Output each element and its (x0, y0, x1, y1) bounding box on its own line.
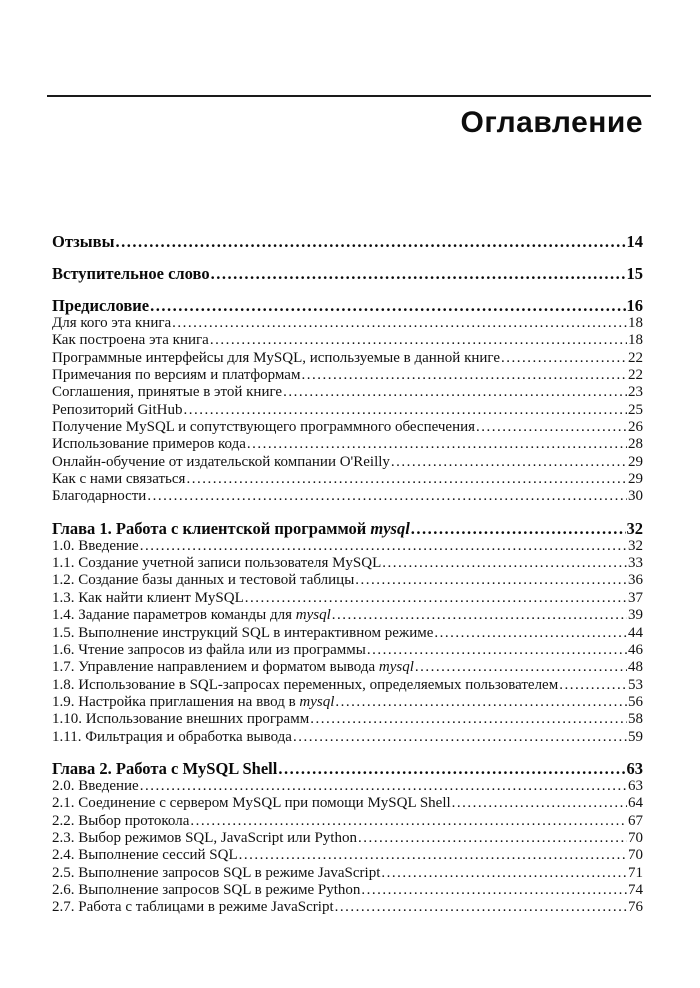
toc-entry-label: Использование примеров кода (52, 436, 246, 453)
toc-page-number: 70 (628, 847, 643, 864)
toc-page-number: 63 (628, 777, 643, 794)
toc-entry-label: Вступительное слово (52, 264, 210, 283)
toc-page-number: 25 (628, 401, 643, 418)
toc-item-row (52, 555, 643, 572)
toc-page-number: 59 (628, 728, 643, 745)
toc-page-number: 18 (628, 315, 643, 331)
toc-page-number: 64 (628, 795, 643, 812)
toc-page-number: 29 (628, 471, 643, 488)
toc-page-number: 37 (628, 589, 643, 606)
toc-entry-label: Для кого эта книга (52, 315, 172, 331)
toc-item-row (52, 538, 643, 555)
toc-entry-label: Предисловие (52, 296, 150, 315)
toc-entry-label: 2.2. Выбор протокола (52, 812, 190, 829)
toc-dot-leader (355, 572, 627, 589)
toc-item-row (52, 572, 643, 589)
toc-dot-leader (411, 519, 626, 538)
toc-item-row (52, 454, 643, 471)
toc-header-row (52, 759, 643, 778)
toc-page-number: 29 (628, 453, 643, 470)
toc-item-row (52, 590, 643, 607)
toc-entry-label: Как построена эта книга (52, 332, 209, 349)
toc-page-number: 56 (628, 693, 643, 710)
toc-page-number: 48 (628, 659, 643, 676)
toc-entry-label: 1.2. Создание базы данных и тестовой таблицы (52, 572, 355, 589)
toc-entry-label: 1.7. Управление направлением и форматом вывода mysql (52, 659, 414, 676)
toc-dot-leader (434, 625, 627, 642)
toc-item-row (52, 332, 643, 349)
toc-entry-label: 1.6. Чтение запросов из файла или из программы (52, 641, 366, 658)
toc-dot-leader (140, 778, 627, 795)
page-title: Оглавление (460, 106, 643, 139)
toc-page-number: 53 (628, 676, 643, 693)
toc-entry-label: Благодарности (52, 488, 147, 505)
toc-item-row (52, 488, 643, 505)
toc-page-number: 46 (628, 641, 643, 658)
toc-item-row (52, 659, 643, 676)
toc-dot-leader (382, 555, 627, 572)
toc-entry-label: Как с нами связаться (52, 471, 186, 488)
toc-entry-label: Соглашения, принятые в этой книге (52, 384, 283, 401)
toc-entry-label: Репозиторий GitHub (52, 401, 183, 418)
toc-dot-leader (452, 795, 627, 812)
toc-item-row (52, 847, 643, 864)
toc-page-number: 39 (628, 607, 643, 624)
toc-entry-label: 1.8. Использование в SQL-запросах переменных, определяемых пользователем (52, 676, 559, 693)
toc-dot-leader (211, 264, 626, 283)
toc-dot-leader (332, 607, 627, 624)
toc-dot-leader (150, 296, 625, 315)
toc-dot-leader (210, 332, 627, 349)
toc-entry-label: 1.4. Задание параметров команды для mysql (52, 607, 331, 624)
toc-item-row (52, 729, 643, 746)
toc-item-row (52, 795, 643, 812)
toc-page-number: 63 (626, 758, 643, 778)
toc-page-number: 26 (628, 419, 643, 436)
toc-page-number: 74 (628, 881, 643, 898)
toc-page-number: 22 (628, 367, 643, 384)
toc-list (52, 232, 643, 917)
toc-page-number: 67 (628, 812, 643, 829)
toc-dot-leader (415, 659, 627, 676)
toc-dot-leader (361, 882, 627, 899)
toc-item-row (52, 367, 643, 384)
toc-dot-leader (335, 694, 627, 711)
toc-item-row (52, 384, 643, 401)
toc-page-number: 22 (628, 349, 643, 366)
toc-dot-leader (358, 830, 627, 847)
toc-item-row (52, 642, 643, 659)
toc-entry-label: 1.3. Как найти клиент MySQL (52, 589, 244, 606)
toc-entry-label: 2.3. Выбор режимов SQL, JavaScript или Python (52, 829, 357, 846)
toc-dot-leader (278, 759, 625, 778)
toc-entry-label: 1.10. Использование внешних программ (52, 711, 310, 728)
toc-page-number: 70 (628, 829, 643, 846)
toc-entry-label: 1.9. Настройка приглашения на ввод в mysql (52, 693, 335, 710)
toc-entry-label: 2.6. Выполнение запросов SQL в режиме Python (52, 881, 361, 898)
toc-item-row (52, 350, 643, 367)
toc-dot-leader (381, 865, 627, 882)
toc-item-row (52, 402, 643, 419)
toc-entry-label: 1.1. Создание учетной записи пользователя MySQL (52, 555, 382, 572)
toc-item-row (52, 471, 643, 488)
toc-dot-leader (140, 538, 627, 555)
toc-entry-label: Программные интерфейсы для MySQL, используемые в данной книге (52, 349, 501, 366)
toc-entry-label: 1.5. Выполнение инструкций SQL в интерактивном режиме (52, 624, 434, 641)
toc-page-number: 28 (628, 436, 643, 453)
toc-dot-leader (283, 384, 627, 401)
toc-dot-leader (147, 488, 627, 505)
toc-page-number: 58 (628, 711, 643, 728)
toc-page-number: 30 (628, 488, 643, 505)
toc-item-row (52, 694, 643, 711)
toc-page-number: 15 (626, 264, 643, 283)
toc-entry-label: Получение MySQL и сопутствующего программного обеспечения (52, 419, 476, 436)
toc-entry-label: Глава 2. Работа с MySQL Shell (52, 758, 278, 778)
toc-dot-leader (310, 711, 627, 728)
toc-entry-label: Онлайн-обучение от издательской компании O'Reilly (52, 453, 390, 470)
toc-page-number: 32 (628, 537, 643, 554)
toc-page-number: 36 (628, 572, 643, 589)
toc-item-row (52, 865, 643, 882)
toc-dot-leader (186, 471, 627, 488)
toc-dot-leader (476, 419, 627, 436)
toc-entry-label: 2.5. Выполнение запросов SQL в режиме JavaScript (52, 864, 381, 881)
toc-entry-label: 1.0. Введение (52, 537, 139, 554)
toc-entry-label: 2.7. Работа с таблицами в режиме JavaScript (52, 899, 334, 916)
toc-item-row (52, 315, 643, 332)
toc-item-row (52, 711, 643, 728)
toc-page-number: 33 (628, 555, 643, 572)
toc-entry-label: Отзывы (52, 232, 115, 251)
toc-entry-label: 2.4. Выполнение сессий SQL (52, 847, 238, 864)
toc-header-row (52, 264, 643, 283)
toc-entry-label: 2.0. Введение (52, 777, 139, 794)
toc-item-row (52, 899, 643, 916)
toc-page-number: 18 (628, 332, 643, 349)
toc-item-row (52, 419, 643, 436)
toc-item-row (52, 607, 643, 624)
toc-item-row (52, 778, 643, 795)
toc-dot-leader (172, 315, 627, 332)
toc-dot-leader (501, 350, 627, 367)
toc-entry-label: 1.11. Фильтрация и обработка вывода (52, 728, 292, 745)
toc-page-number: 14 (626, 232, 643, 251)
toc-dot-leader (335, 899, 627, 916)
toc-header-row (52, 519, 643, 538)
toc-dot-leader (367, 642, 627, 659)
toc-dot-leader (183, 402, 627, 419)
header-rule (47, 95, 651, 97)
toc-dot-leader (247, 436, 627, 453)
toc-item-row (52, 677, 643, 694)
toc-page-number: 32 (626, 518, 643, 538)
toc-dot-leader (239, 847, 627, 864)
toc-page-number: 76 (628, 899, 643, 916)
toc-entry-label: Глава 1. Работа с клиентской программой mysql (52, 518, 410, 538)
toc-entry-label: Примечания по версиям и платформам (52, 367, 301, 384)
toc-page-number: 23 (628, 384, 643, 401)
toc-page-number: 16 (626, 296, 643, 315)
toc-item-row (52, 882, 643, 899)
toc-dot-leader (190, 813, 627, 830)
toc-header-row (52, 232, 643, 251)
toc-header-row (52, 296, 643, 315)
toc-dot-leader (293, 729, 627, 746)
toc-dot-leader (559, 677, 627, 694)
toc-page-number: 44 (628, 624, 643, 641)
toc-dot-leader (301, 367, 627, 384)
toc-item-row (52, 813, 643, 830)
toc-item-row (52, 625, 643, 642)
toc-item-row (52, 830, 643, 847)
toc-page-number: 71 (628, 864, 643, 881)
toc-dot-leader (245, 590, 627, 607)
toc-dot-leader (115, 232, 625, 251)
toc-entry-label: 2.1. Соединение с сервером MySQL при помощи MySQL Shell (52, 795, 451, 812)
toc-dot-leader (391, 454, 627, 471)
toc-item-row (52, 436, 643, 453)
